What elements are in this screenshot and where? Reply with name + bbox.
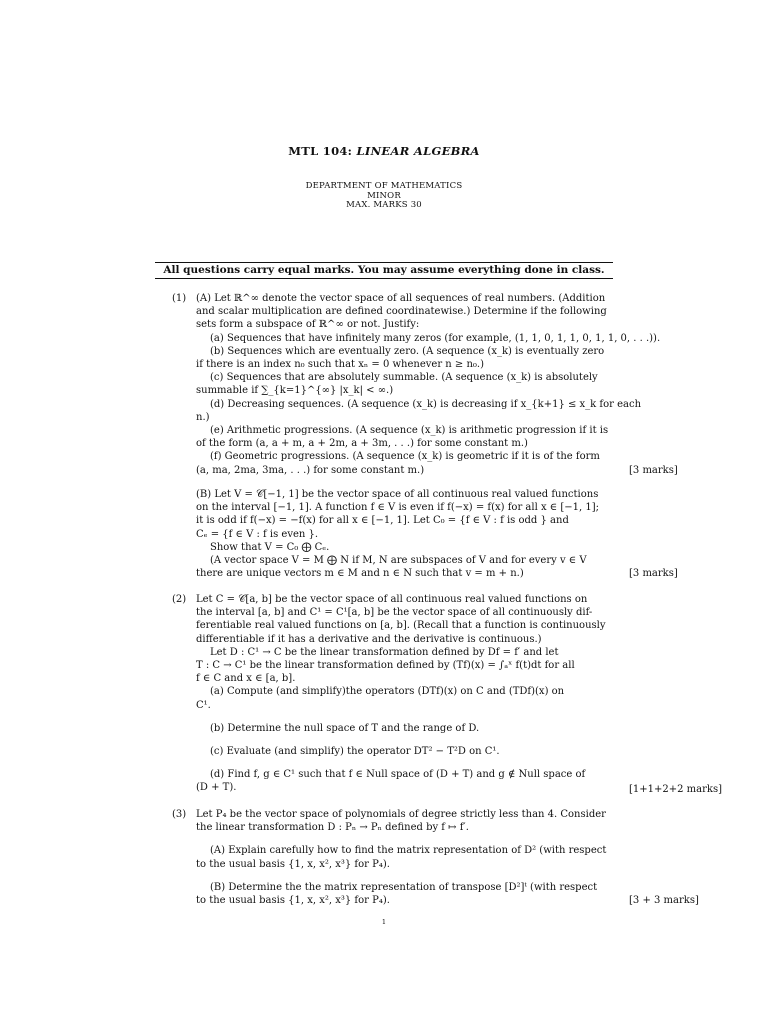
question-1 (172, 292, 680, 477)
q2-part-b: (b) Determine the null space of T and the range of D. (210, 722, 480, 734)
q2-line: (a) Compute (and simplify)the operators (DTf)(x) on C and (TDf)(x) on (210, 686, 565, 698)
course-name: LINEAR ALGEBRA (356, 144, 480, 158)
q2-part-c: (c) Evaluate (and simplify) the operator DT² − T²D on C¹. (210, 746, 500, 758)
q2-line: the interval [a, b] and C¹ = C¹[a, b] be the vector space of all continuously dif- (196, 607, 593, 619)
q1-a-line: summable if ∑_{k=1}^{∞} |x_k| < ∞.) (196, 385, 394, 397)
q2-line: T : C → C¹ be the linear transformation defined by (Tf)(x) = ∫ₐˣ f(t)dt for all (196, 660, 575, 672)
q3-marks: [3 + 3 marks] (629, 895, 699, 906)
q1-a-line: (b) Sequences which are eventually zero. (A sequence (x_k) is eventually zero (210, 345, 605, 357)
q1-a-line: (a, ma, 2ma, 3ma, . . .) for some constant m.) (196, 464, 425, 476)
q1-a-line: (c) Sequences that are absolutely summable. (A sequence (x_k) is absolutely (210, 372, 598, 384)
page-number: 1 (381, 918, 387, 926)
instructions-banner: All questions carry equal marks. You may assume everything done in class. (155, 262, 613, 279)
question-3 (172, 808, 680, 907)
q1-a-line: sets form a subspace of ℝ^∞ or not. Justify: (196, 319, 420, 331)
q1-a-line: if there is an index n₀ such that xₙ = 0 whenever n ≥ n₀.) (196, 359, 484, 371)
q2-line: C¹. (196, 699, 211, 711)
q1-a-line: (d) Decreasing sequences. (A sequence (x_k) is decreasing if x_{k+1} ≤ x_k for each (210, 398, 642, 410)
q3-part-b: (B) Determine the the matrix representation of transpose [D²]ᵗ (with respect (210, 881, 598, 893)
course-code: MTL 104: (288, 144, 353, 158)
q3-line: Let P₄ be the vector space of polynomials of degree strictly less than 4. Consider (196, 809, 606, 820)
q2-marks: [1+1+2+2 marks] (629, 784, 722, 795)
q1-a-marks: [3 marks] (629, 465, 678, 476)
department: DEPARTMENT OF MATHEMATICS (305, 181, 463, 191)
q1-b-line: it is odd if f(−x) = −f(x) for all x ∈ [−1, 1]. Let C₀ = {f ∈ V : f is odd } and (196, 515, 569, 527)
q2-line: f ∈ C and x ∈ [a, b]. (196, 673, 296, 685)
exam-info (0, 182, 768, 211)
q1-b-line: Show that V = C₀ ⨁ Cₑ. (210, 541, 330, 553)
question-number: (2) (172, 594, 187, 605)
max-marks: MAX. MARKS 30 (346, 200, 422, 210)
q3-line: the linear transformation D : Pₙ → Pₙ defined by f ↦ f′. (196, 822, 469, 834)
q1-a-line: (a) Sequences that have infinitely many zeros (for example, (1, 1, 0, 1, 1, 0, 1, 1, 0, . . .)). (210, 332, 661, 344)
q1-b-line: on the interval [−1, 1]. A function f ∈ V is even if f(−x) = f(x) for all x ∈ [−1, 1]; (196, 502, 599, 514)
q2-line: Let D : C¹ → C be the linear transformation defined by Df = f′ and let (210, 646, 559, 658)
q1-b-line: there are unique vectors m ∈ M and n ∈ N such that v = m + n.) (196, 568, 524, 580)
q1-b-line: (A vector space V = M ⨁ N if M, N are subspaces of V and for every v ∈ V (210, 555, 587, 567)
question-2 (172, 593, 680, 795)
question-number: (1) (172, 293, 187, 304)
exam-title (0, 144, 768, 158)
q2-part-d: (d) Find f, g ∈ C¹ such that f ∈ Null space of (D + T) and g ∉ Null space of (210, 769, 586, 781)
q1-a-line: n.) (196, 411, 210, 423)
q3-part-b: to the usual basis {1, x, x², x³} for P₄). (196, 895, 390, 907)
q1-b-line: Cₑ = {f ∈ V : f is even }. (196, 528, 319, 540)
q1-a-line: and scalar multiplication are defined coordinatewise.) Determine if the following (196, 306, 607, 318)
q3-part-a: to the usual basis {1, x, x², x³} for P₄). (196, 858, 390, 870)
q1-b-line: (B) Let V = 𝒞[−1, 1] be the vector space of all continuous real valued functions (196, 489, 599, 500)
q1-a-line: of the form (a, a + m, a + 2m, a + 3m, . . .) for some constant m.) (196, 438, 528, 450)
q1-a-line: (A) Let ℝ^∞ denote the vector space of all sequences of real numbers. (Addition (196, 293, 606, 304)
q1-a-line: (e) Arithmetic progressions. (A sequence (x_k) is arithmetic progression if it is (210, 425, 609, 437)
q3-part-a: (A) Explain carefully how to find the matrix representation of D² (with respect (210, 845, 607, 857)
q2-line: Let C = 𝒞[a, b] be the vector space of all continuous real valued functions on (196, 594, 588, 605)
q1-b-marks: [3 marks] (629, 568, 678, 579)
question-number: (3) (172, 809, 187, 820)
q2-line: ferentiable real valued functions on [a, b]. (Recall that a function is continuously (196, 620, 606, 632)
q2-line: differentiable if it has a derivative and the derivative is continuous.) (196, 633, 542, 645)
q2-part-d: (D + T). (196, 782, 237, 794)
exam-type: MINOR (367, 190, 401, 201)
q1-a-line: (f) Geometric progressions. (A sequence (x_k) is geometric if it is of the form (210, 451, 600, 463)
question-1-part-b (172, 488, 680, 580)
